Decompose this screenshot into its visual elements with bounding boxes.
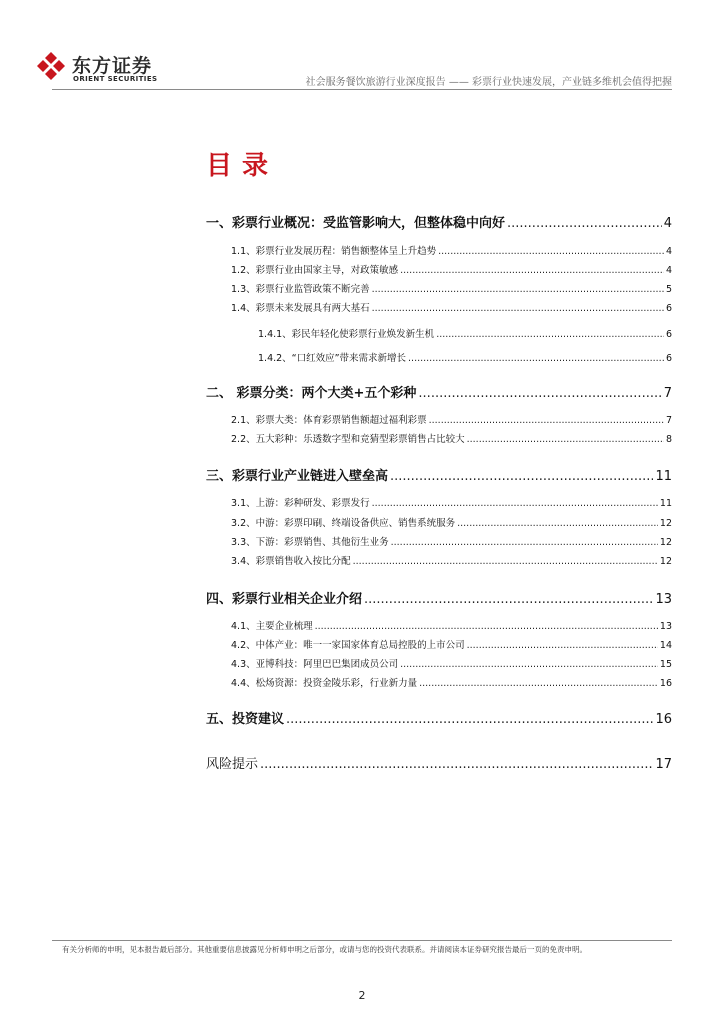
toc-leader-dots bbox=[418, 386, 661, 401]
toc-entry-page: 14 bbox=[659, 640, 672, 651]
toc-entry-page: 7 bbox=[665, 415, 672, 426]
toc-entry-page: 6 bbox=[665, 329, 672, 340]
toc-leader-dots bbox=[315, 621, 658, 632]
logo-en-text: ORIENT SECURITIES bbox=[73, 75, 158, 83]
toc-leader-dots bbox=[372, 303, 664, 314]
toc-leader-dots bbox=[372, 284, 664, 295]
toc-entry-4-3[interactable] bbox=[231, 656, 672, 670]
toc-entry-page: 4 bbox=[665, 246, 672, 257]
toc-entry-risk[interactable] bbox=[206, 753, 672, 772]
toc-leader-dots bbox=[419, 678, 658, 689]
toc-entry-section-1[interactable] bbox=[206, 212, 672, 231]
toc-entry-title: 三、彩票行业产业链进入壁垒高 bbox=[206, 469, 389, 484]
toc-entry-title: 1.4.2、“口红效应”带来需求新增长 bbox=[258, 353, 407, 364]
toc-entry-page: 5 bbox=[665, 284, 672, 295]
toc-entry-3-1[interactable] bbox=[231, 495, 672, 509]
toc-leader-dots bbox=[400, 265, 664, 276]
toc-entry-page: 13 bbox=[659, 621, 672, 632]
header-divider bbox=[52, 89, 672, 90]
footer-divider bbox=[52, 940, 672, 941]
footer-disclaimer: 有关分析师的申明，见本报告最后部分。其他重要信息披露见分析师申明之后部分，或请与您的投资代表联系。并请阅读本证券研究报告最后一页的免责申明。 bbox=[62, 945, 587, 954]
toc-entry-4-2[interactable] bbox=[231, 637, 672, 651]
toc-entry-section-4[interactable] bbox=[206, 588, 672, 607]
toc-entry-3-3[interactable] bbox=[231, 534, 672, 548]
toc-entry-title: 2.2、五大彩种：乐透数字型和竞猜型彩票销售占比较大 bbox=[231, 434, 465, 445]
toc-entry-page: 11 bbox=[659, 498, 672, 509]
toc-leader-dots bbox=[391, 537, 658, 548]
logo-cn-text: 东方证券 bbox=[72, 55, 153, 77]
company-logo bbox=[34, 49, 184, 85]
toc-leader-dots bbox=[467, 640, 658, 651]
toc-leader-dots bbox=[457, 518, 658, 529]
toc-leader-dots bbox=[372, 498, 658, 509]
toc-entry-section-5[interactable] bbox=[206, 708, 672, 727]
toc-entry-title: 一、彩票行业概况：受监管影响大，但整体稳中向好 bbox=[206, 216, 506, 231]
toc-entry-title: 1.2、彩票行业由国家主导，对政策敏感 bbox=[231, 265, 399, 276]
toc-entry-title: 五、投资建议 bbox=[206, 712, 285, 727]
toc-entry-page: 16 bbox=[655, 712, 672, 727]
toc-entry-1-4-2[interactable] bbox=[258, 350, 672, 364]
toc-leader-dots bbox=[467, 434, 664, 445]
toc-leader-dots bbox=[408, 353, 664, 364]
toc-leader-dots bbox=[260, 757, 653, 772]
toc-entry-title: 1.1、彩票行业发展历程：销售额整体呈上升趋势 bbox=[231, 246, 437, 257]
toc-entry-page: 15 bbox=[659, 659, 672, 670]
report-subtitle: 社会服务餐饮旅游行业深度报告 —— 彩票行业快速发展，产业链多维机会值得把握 bbox=[305, 77, 672, 88]
toc-entry-title: 1.4、彩票未来发展具有两大基石 bbox=[231, 303, 370, 314]
toc-entry-page: 12 bbox=[659, 537, 672, 548]
toc-leader-dots bbox=[507, 216, 662, 231]
orient-securities-logo-icon bbox=[34, 49, 68, 83]
toc-entry-title: 3.1、上游：彩种研发、彩票发行 bbox=[231, 498, 370, 509]
toc-entry-title: 3.4、彩票销售收入按比分配 bbox=[231, 556, 351, 567]
toc-entry-page: 12 bbox=[659, 518, 672, 529]
toc-entry-title: 1.4.1、彩民年轻化使彩票行业焕发新生机 bbox=[258, 329, 435, 340]
page-number: 2 bbox=[358, 989, 366, 1002]
toc-entry-page: 17 bbox=[655, 757, 672, 772]
toc-entry-page: 11 bbox=[655, 469, 672, 484]
toc-entry-title: 3.2、中游：彩票印刷、终端设备供应、销售系统服务 bbox=[231, 518, 456, 529]
toc-entry-3-2[interactable] bbox=[231, 515, 672, 529]
toc-leader-dots bbox=[400, 659, 658, 670]
toc-entry-2-1[interactable] bbox=[231, 412, 672, 426]
toc-entry-1-4[interactable] bbox=[231, 300, 672, 314]
toc-entry-1-2[interactable] bbox=[231, 262, 672, 276]
toc-entry-page: 12 bbox=[659, 556, 672, 567]
toc-entry-title: 4.2、中体产业：唯一一家国家体育总局控股的上市公司 bbox=[231, 640, 465, 651]
toc-entry-title: 1.3、彩票行业监管政策不断完善 bbox=[231, 284, 370, 295]
toc-leader-dots bbox=[436, 329, 664, 340]
toc-leader-dots bbox=[353, 556, 658, 567]
toc-entry-2-2[interactable] bbox=[231, 431, 672, 445]
toc-entry-title: 4.1、主要企业梳理 bbox=[231, 621, 313, 632]
toc-entry-title: 风险提示 bbox=[206, 757, 259, 772]
toc-title: 目录 bbox=[206, 151, 279, 181]
page-header bbox=[0, 0, 724, 92]
toc-entry-title: 2.1、彩票大类：体育彩票销售额超过福利彩票 bbox=[231, 415, 427, 426]
toc-entry-title: 3.3、下游：彩票销售、其他衍生业务 bbox=[231, 537, 389, 548]
toc-entry-page: 8 bbox=[665, 434, 672, 445]
toc-entry-4-1[interactable] bbox=[231, 618, 672, 632]
toc-entry-section-3[interactable] bbox=[206, 465, 672, 484]
toc-leader-dots bbox=[390, 469, 653, 484]
toc-entry-3-4[interactable] bbox=[231, 553, 672, 567]
toc-leader-dots bbox=[286, 712, 653, 727]
toc-entry-title: 4.4、松炀资源：投资金陵乐彩，行业新力量 bbox=[231, 678, 418, 689]
toc-entry-1-3[interactable] bbox=[231, 281, 672, 295]
toc-entry-page: 6 bbox=[665, 353, 672, 364]
toc-entry-page: 7 bbox=[663, 386, 672, 401]
toc-entry-4-4[interactable] bbox=[231, 675, 672, 689]
toc-entry-title: 二、 彩票分类：两个大类+五个彩种 bbox=[206, 386, 417, 401]
toc-leader-dots bbox=[438, 246, 664, 257]
toc-entry-page: 16 bbox=[659, 678, 672, 689]
toc-entry-page: 4 bbox=[663, 216, 672, 231]
toc-leader-dots bbox=[429, 415, 664, 426]
toc-entry-page: 6 bbox=[665, 303, 672, 314]
toc-entry-page: 4 bbox=[665, 265, 672, 276]
toc-entry-title: 四、彩票行业相关企业介绍 bbox=[206, 592, 363, 607]
toc-entry-page: 13 bbox=[655, 592, 672, 607]
toc-leader-dots bbox=[364, 592, 653, 607]
toc-entry-title: 4.3、亚博科技：阿里巴巴集团成员公司 bbox=[231, 659, 399, 670]
toc-entry-section-2[interactable] bbox=[206, 382, 672, 401]
toc-entry-1-4-1[interactable] bbox=[258, 326, 672, 340]
toc-entry-1-1[interactable] bbox=[231, 243, 672, 257]
